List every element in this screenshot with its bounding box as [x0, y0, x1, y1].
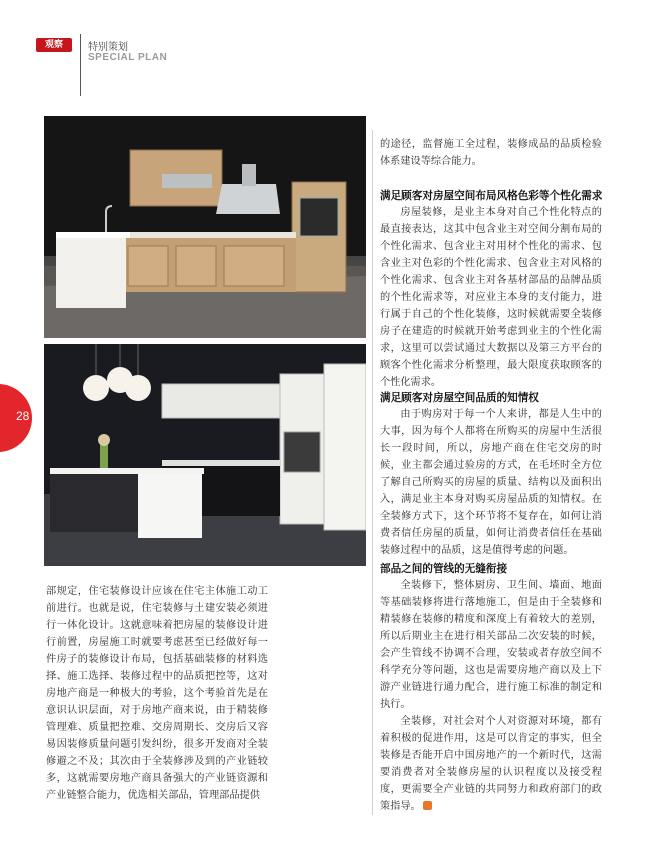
paragraph: 全装修下，整体厨房、卫生间、墙面、地面等基础装修将进行落地施工，但是由于全装修和精装修在装修的精度和深度上有着较大的差别，所以后期业主在进行相关部品二次安装的时候，会产生管线不协调不合理，安装或者存放空间不科学充分等问题，这也是需要房地产商以及上下游产业链进行通力配合，进行施工标准的制定和执行。 [380, 580, 602, 710]
section-heading-right-to-know: 满足顾客对房屋空间品质的知情权 [380, 392, 539, 404]
section-body-personalization [380, 204, 602, 391]
final-paragraph-text: 全装修，对社会对个人对资源对环境，都有着积极的促进作用，这是可以肯定的事实，但全装修是否能开启中国房地产的一个新时代，这需要消费者对全装修房屋的认识程度以及接受程度，更需要全产业链的共同努力和政府部门的政策指导。 [380, 716, 602, 812]
header-divider [80, 34, 81, 96]
paragraph-final [380, 713, 602, 815]
end-mark-icon [423, 801, 432, 810]
section-heading-personalization: 满足顾客对房屋空间布局风格色彩等个性化需求 [380, 190, 603, 202]
section-body-right-to-know [380, 406, 602, 559]
kitchen-photo-white-black [44, 344, 366, 566]
right-intro [380, 136, 602, 170]
section-body-pipelines [380, 577, 602, 815]
left-paragraph: 部规定，住宅装修设计应该在住宅主体施工动工前进行。也就是说，住宅装修与土建安装必须进行一体化设计。这就意味着把房屋的装修设计进行前置，房屋施工时就要考虑甚至已经做好每一件房子的装修设计布局，包括基础装修的材料选择、施工选择、装修过程中的品质把控等，这对房地产商是一种极大的考验，这个考验首先是在意识认识层面，对于房地产商来说，由于精装修管理难、质量把控难、交房周期长、交房后又容易因装修质量问题引发纠纷，很多开发商对全装修避之不及；其次由于全装修涉及到的产业链较多，这就需要房地产商具备强大的产业链资源和产业链整合能力，优选相关部品，管理部品提供 [46, 586, 268, 801]
page-number: 28 [16, 409, 30, 423]
section-title-en: SPECIAL PLAN [88, 52, 168, 63]
column-divider [372, 130, 373, 815]
section-title-cn: 特别策划 [88, 42, 128, 53]
kitchen-photo-beige [44, 116, 366, 338]
section-badge: 观察 [36, 38, 72, 52]
paragraph: 房屋装修，是业主本身对自己个性化特点的最直接表达，这其中包含业主对空间分割布局的个性化需求、包含业主对用材个性化的需求、包含业主对色彩的个性化需求、包含业主对风格的个性化需求、包含业主对各基材部品的品牌品质的个性化需求等，对应业主本身的支付能力，进行属于自己的个性化装修，这时候就需要全装修房子在建造的时候就开始考虑到业主的个性化需求，这里可以尝试通过大数据以及第三方平台的顾客个性化需求分析整理，最大限度获取顾客的个性化需求。 [380, 207, 602, 388]
paragraph: 由于购房对于每一个人来讲，都是人生中的大事，因为每个人都将在所购买的房屋中生活很长一段时间，所以，房地产商在住宅交房的时候，业主都会通过验房的方式，在毛坯时全方位了解自己所购买的房屋的质量、结构以及面积出入，满足业主本身对购买房屋品质的知情权。在全装修方式下，这个环节将不复存在，如何让消费者信任房屋的质量，如何让消费者信任在基础装修过程中的品质，这是值得考虑的问题。 [380, 409, 602, 556]
section-heading-pipelines: 部品之间的管线的无缝衔接 [380, 563, 508, 575]
left-column-paragraph [46, 583, 268, 804]
right-intro-paragraph: 的途径，监督施工全过程，装修成品的品质检验体系建设等综合能力。 [380, 139, 602, 167]
